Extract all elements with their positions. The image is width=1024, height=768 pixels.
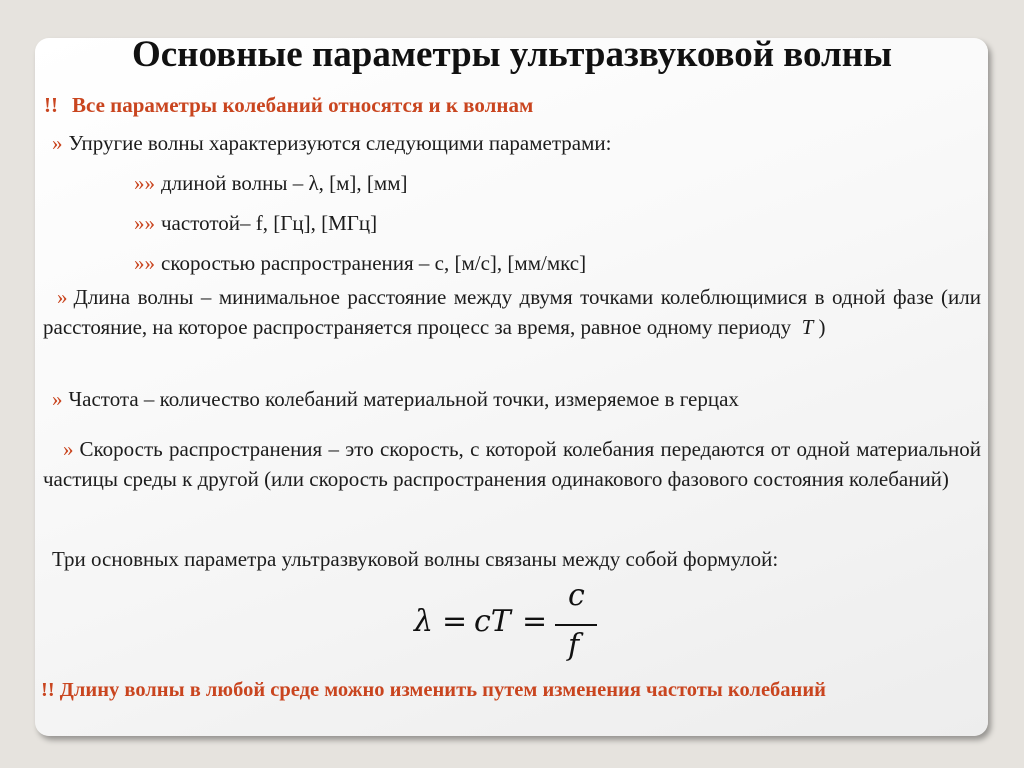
formula-equals-1: = [442, 604, 468, 639]
definition-speed [43, 434, 981, 494]
note-bottom-text: Длину волны в любой среде можно изменить путем изменения частоты колебаний [59, 679, 826, 701]
parameter-text: частотой– f, [Гц], [МГц] [161, 211, 378, 235]
bullet-marker: » [52, 131, 63, 155]
period-symbol: T [801, 315, 814, 339]
parameter-item-wavelength [134, 168, 407, 198]
parameter-item-frequency [134, 208, 377, 238]
bullet-marker: » [52, 387, 63, 411]
parameter-text: скоростью распространения – с, [м/с], [мм/мкс] [161, 251, 587, 275]
definition-frequency [52, 384, 739, 414]
sub-bullet-marker: »» [134, 251, 155, 275]
sub-bullet-marker: »» [134, 211, 155, 235]
bullet-marker: » [57, 285, 68, 309]
note-bottom-marker: !! [41, 679, 55, 701]
parameter-text: длиной волны – λ, [м], [мм] [161, 171, 408, 195]
formula-ct: cT [474, 604, 511, 639]
note-top-text: Все параметры колебаний относятся и к волнам [72, 93, 534, 117]
definition-wavelength-text: Длина волны – минимальное расстояние между двумя точками колеблющимися в одной фазе (или расстояние, на которое распространяется процесс за время, равное одному периоду [43, 285, 981, 339]
intro-line [52, 128, 611, 158]
definition-frequency-text: Частота – количество колебаний материальной точки, измеряемое в герцах [68, 387, 739, 411]
formula-fraction-bar [555, 624, 597, 626]
bullet-marker: » [63, 437, 74, 461]
sub-bullet-marker: »» [134, 171, 155, 195]
note-top [44, 92, 533, 118]
note-bottom [41, 676, 975, 705]
definition-wavelength-close: ) [818, 315, 826, 339]
slide-title: Основные параметры ультразвуковой волны [131, 34, 893, 75]
definition-wavelength [43, 282, 981, 342]
formula-equals-2: = [522, 604, 548, 639]
formula-denominator: f [568, 628, 580, 663]
formula [414, 578, 614, 668]
formula-lambda: λ [414, 604, 434, 639]
note-top-marker: !! [44, 93, 58, 117]
definition-speed-text: Скорость распространения – это скорость, с которой колебания передаются от одной материальной частицы среды к другой (или скорость распространения одинакового фазового состояния колебаний) [43, 437, 981, 491]
formula-numerator: c [568, 578, 585, 613]
parameter-item-speed [134, 248, 586, 278]
intro-text: Упругие волны характеризуются следующими параметрами: [68, 131, 612, 155]
formula-intro: Три основных параметра ультразвуковой волны связаны между собой формулой: [52, 547, 779, 571]
